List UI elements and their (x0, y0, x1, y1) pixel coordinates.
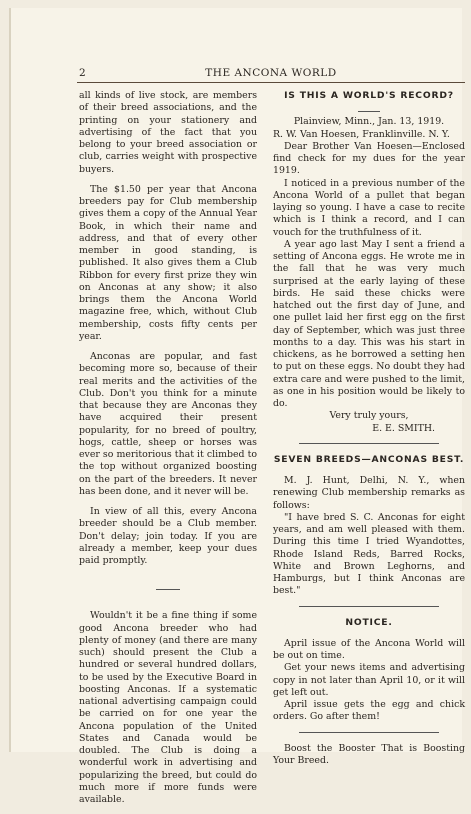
dateline: Plainview, Minn., Jan. 13, 1919. (293, 116, 445, 128)
paragraph: In view of all this, every Ancona breeder should be a Club member. Don't delay; join today. If you are already a member, keep your dues paid promptly. (79, 506, 257, 566)
article-heading: IS THIS A WORLD'S RECORD? (284, 90, 454, 101)
section-divider (299, 732, 439, 733)
letter-closing: Very truly yours, (329, 410, 409, 422)
heading-divider (358, 111, 380, 112)
section-divider (156, 589, 180, 590)
quote: "I have bred S. C. Anconas for eight years, and am well pleased with them. During this time I tried Wyandottes, Rhode Island Reds, Barred Rocks, White and Brown Leghorns, and Hamburgs, but I think Anconas are best." (273, 511, 465, 597)
paragraph: I noticed in a previous number of the Ancona World of a pullet that began laying so young. I have a case to recite which is I think a record, and I can vouch for the truthfulness of it. (273, 177, 465, 238)
magazine-page (9, 8, 465, 805)
section-divider (299, 443, 439, 444)
signature: E. E. SMITH. (372, 422, 435, 434)
paragraph: Anconas are popular, and fast becoming more so, because of their real merits and the activities of the Club. Don't you think for a minute that because they are Anconas they have acquired their present popularity, for no breed of poultry, hogs, cattle, sheep or horses was ever so meritorious that it climbed to the top without organized boosting on the part of the breeders. It never has been done, and it never will be. (79, 351, 257, 497)
article-heading: SEVEN BREEDS—ANCONAS BEST. (273, 453, 465, 465)
page-number: 2 (79, 67, 87, 79)
paragraph: The $1.50 per year that Ancona breeders pay for Club membership gives them a copy of the Annual Year Book, in which their name and address, and that of every other member in good standing, is published. It also gives them a Club Ribbon for every first prize they win on Anconas at any show; it also brings them the Ancona World magazine free, which, without Club membership, costs fifty cents per year. (79, 183, 257, 342)
paragraph: M. J. Hunt, Delhi, N. Y., when renewing Club membership remarks as follows: (273, 475, 465, 511)
addressee: R. W. Van Hoesen, Franklinville. N. Y. (273, 128, 450, 140)
paragraph: A year ago last May I sent a friend a setting of Ancona eggs. He wrote me in the fall that he was very much surprised at the early laying of these birds. He said these chicks were hatched out the first day of June, and one pullet laid her first egg on the first day of September, which was just three months to a day. This was his start in chickens, as he borrowed a setting hen to put on these eggs. No doubt they had extra care and were pushed to the limit, as one in his position would be likely to do. (273, 238, 465, 409)
paragraph: all kinds of live stock, are members of their breed associations, and the printing on your stationery and advertising of the fact that you belong to your breed association or club, carries weight with prospective buyers. (79, 90, 257, 175)
paragraph: Get your news items and advertising copy in not later than April 10, or it will get left out. (273, 662, 465, 698)
page-header (77, 65, 465, 83)
paragraph: April issue gets the egg and chick orders. Go after them! (273, 699, 465, 723)
article-heading: NOTICE. (345, 616, 393, 628)
running-title: THE ANCONA WORLD (205, 67, 337, 79)
left-column (79, 90, 257, 814)
closing-slogan: Boost the Booster That is Boosting Your Breed. (273, 742, 465, 766)
section-divider (299, 606, 439, 607)
paragraph: April issue of the Ancona World will be out on time. (273, 637, 465, 661)
paragraph: Wouldn't it be a fine thing if some good Ancona breeder who had plenty of money (and there are many such) should present the Club a hundred or several hundred dollars, to be used by the Executive Board in boosting Anconas. If a systematic national advertising campaign could be carried on for one year the Ancona population of the United States and Canada would be doubled. The Club is doing a wonderful work in advertising and popularizing the breed, but could do much more if more funds were available. (79, 610, 257, 805)
right-column (273, 90, 465, 775)
salutation: Dear Brother Van Hoesen—Enclosed find check for my dues for the year 1919. (273, 140, 465, 177)
